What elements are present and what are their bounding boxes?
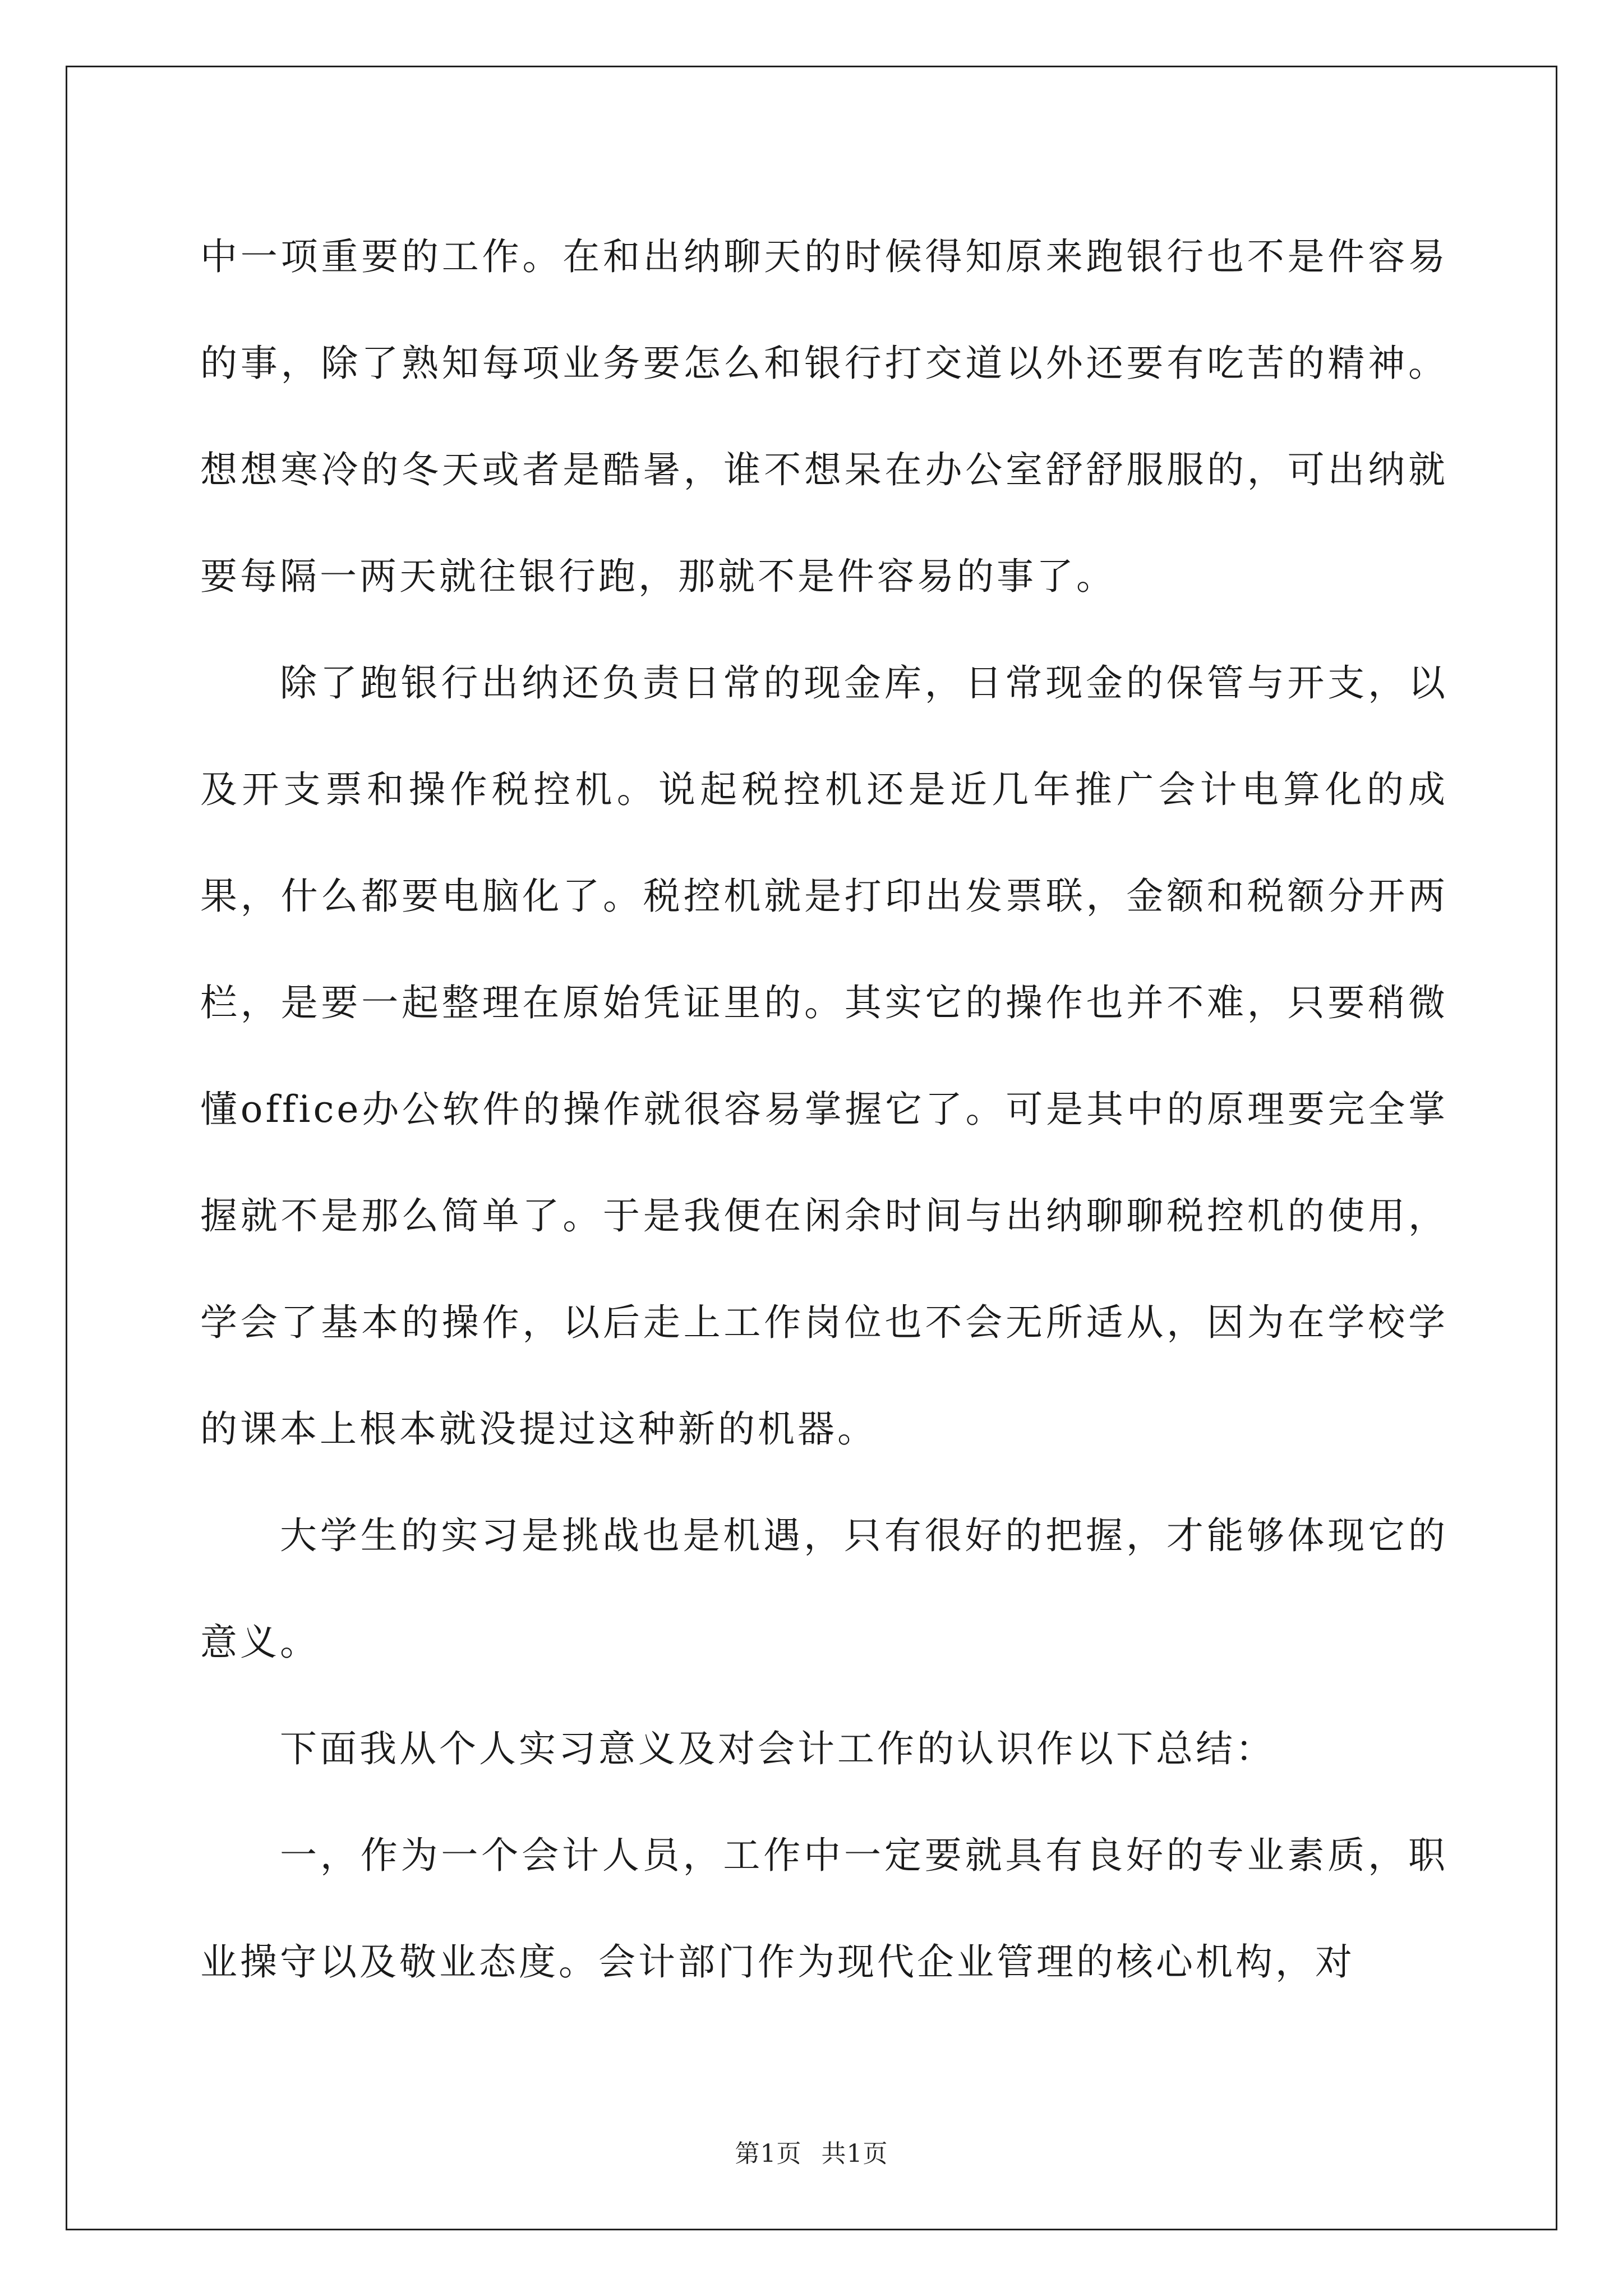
document-body bbox=[200, 204, 1448, 2016]
paragraph-summary-intro: 下面我从个人实习意义及对会计工作的认识作以下总结： bbox=[280, 1727, 1275, 1770]
paragraph-continuation: 中一项重要的工作。在和出纳聊天的时候得知原来跑银行也不是件容易的事，除了熟知每项业务要怎么和银行打交道以外还要有吃苦的精神。想想寒冷的冬天或者是酷暑，谁不想呆在办公室舒舒服服的，可出纳就要每隔一两天就往银行跑，那就不是件容易的事了。 bbox=[200, 235, 1448, 598]
page-total: 共1页 bbox=[821, 2139, 888, 2168]
page-number: 第1页 bbox=[735, 2139, 802, 2168]
page-footer bbox=[0, 2137, 1623, 2171]
paragraph-cashier-duties: 除了跑银行出纳还负责日常的现金库，日常现金的保管与开支，以及开支票和操作税控机。说起税控机还是近几年推广会计电算化的成果，什么都要电脑化了。税控机就是打印出发票联，金额和税额分开两栏，是要一起整理在原始凭证里的。其实它的操作也并不难，只要稍微懂office办公软件的操作就很容易掌握它了。可是其中的原理要完全掌握就不是那么简单了。于是我便在闲余时间与出纳聊聊税控机的使用，学会了基本的操作，以后走上工作岗位也不会无所适从，因为在学校学的课本上根本就没提过这种新的机器。 bbox=[200, 661, 1448, 1451]
paragraph-internship-opportunity: 大学生的实习是挑战也是机遇，只有很好的把握，才能够体现它的意义。 bbox=[200, 1514, 1448, 1664]
paragraph-point-one: 一，作为一个会计人员，工作中一定要就具有良好的专业素质，职业操守以及敬业态度。会计部门作为现代企业管理的核心机构，对 bbox=[200, 1834, 1448, 1984]
